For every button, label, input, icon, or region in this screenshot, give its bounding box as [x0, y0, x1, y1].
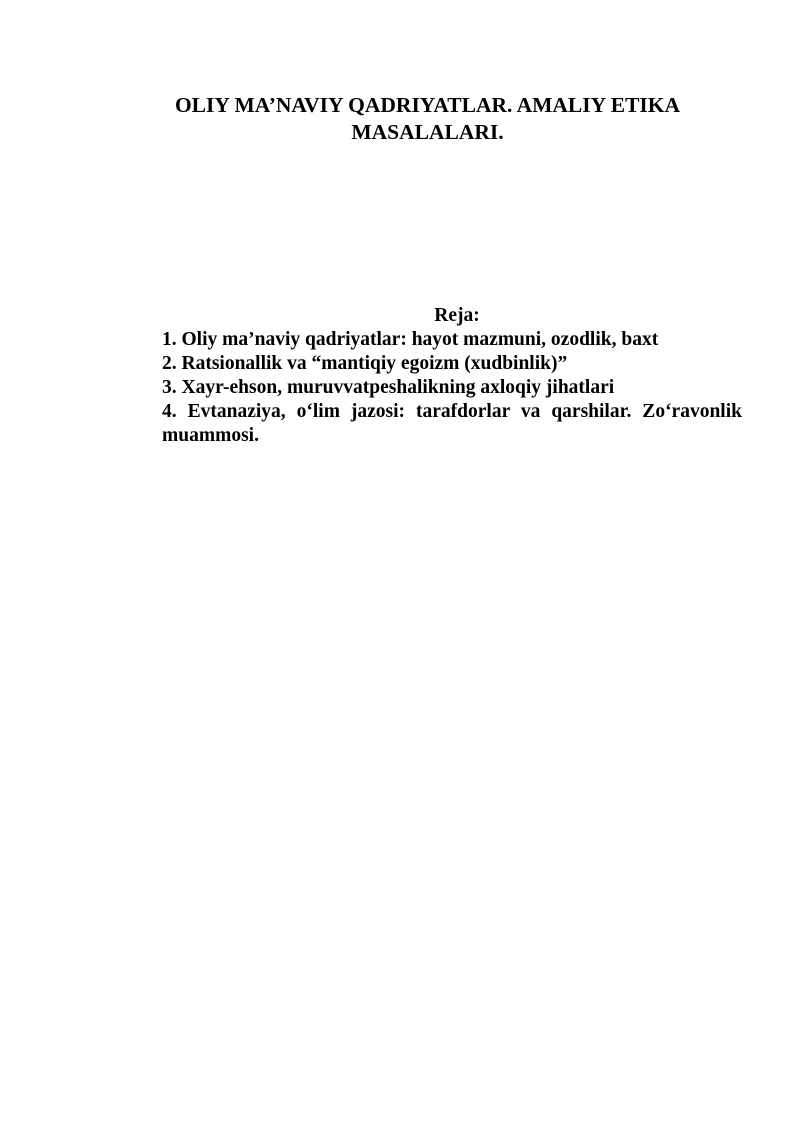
plan-list: [162, 328, 742, 448]
plan-item-4: 4. Evtanaziya, o‘lim jazosi: tarafdorlar va qarshilar. Zo‘ravonlik muammosi.: [162, 401, 742, 446]
plan-item-1: 1. Oliy ma’naviy qadriyatlar: hayot mazmuni, ozodlik, baxt: [162, 329, 659, 350]
plan-section: [162, 304, 742, 448]
plan-item-3: 3. Xayr-ehson, muruvvatpeshalikning axloqiy jihatlari: [162, 377, 615, 398]
plan-item-2: 2. Ratsionallik va “mantiqiy egoizm (xudbinlik)”: [162, 353, 568, 374]
page-title: [130, 92, 725, 146]
plan-heading: Reja:: [434, 305, 480, 326]
title-line-2: MASALALARI.: [351, 120, 504, 144]
title-line-1: OLIY MA’NAVIY QADRIYATLAR. AMALIY ETIKA: [174, 93, 681, 117]
